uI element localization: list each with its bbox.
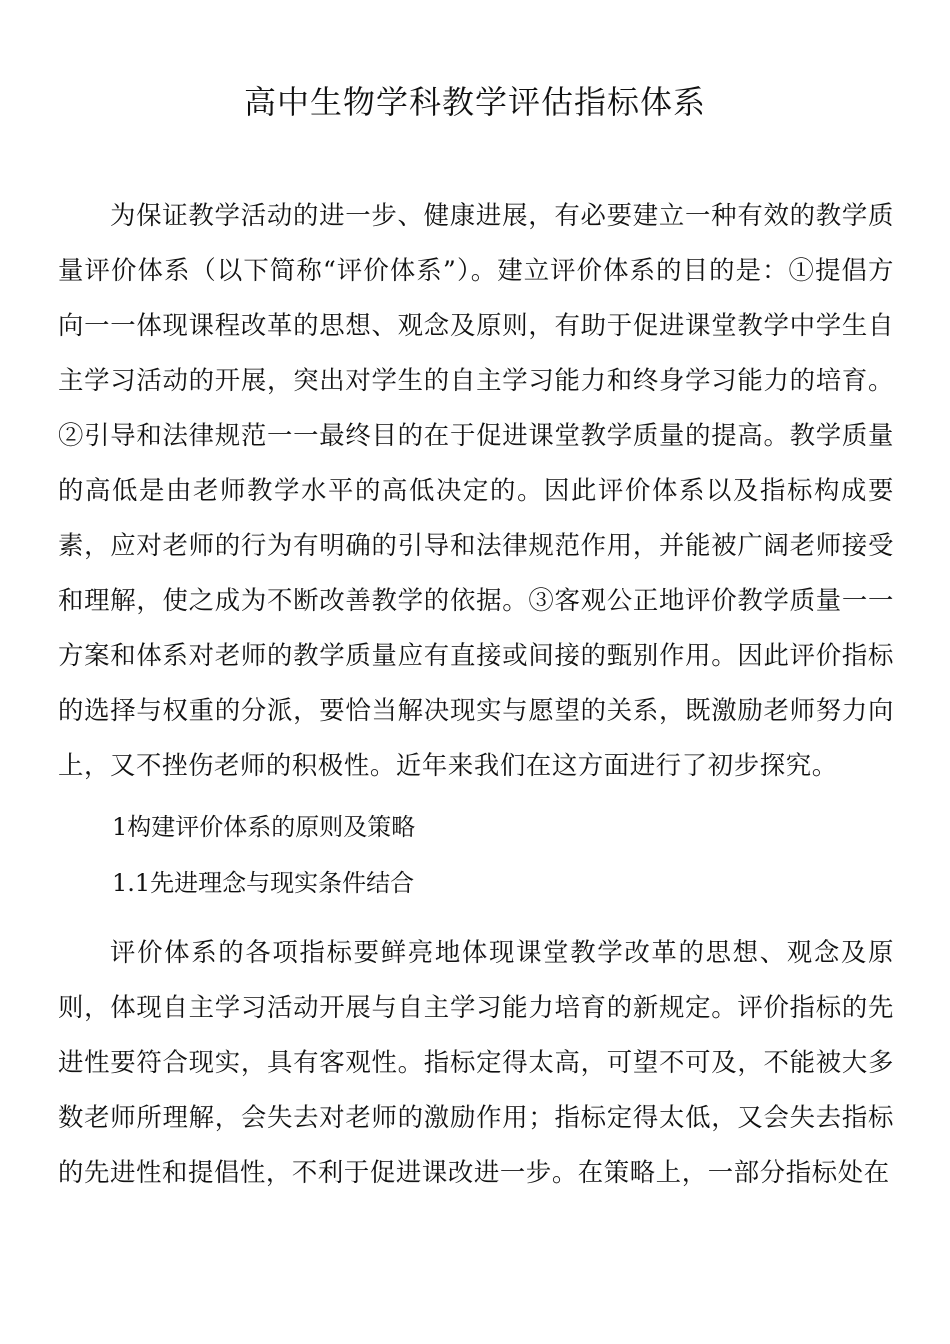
intro-paragraph: 为保证教学活动的进一步、健康进展，有必要建立一种有效的教学质量评价体系（以下简称“评价体系”）。建立评价体系的目的是：①提倡方向一一体现课程改革的思想、观念及原则，有助于促进课堂教学中学生自主学习活动的开展，突出对学生的自主学习能力和终身学习能力的培育。②引导和法律规范一一最终目的在于促进课堂教学质量的提高。教学质量的高低是由老师教学水平的高低决定的。因此评价体系以及指标构成要素，应对老师的行为有明确的引导和法律规范作用，并能被广阔老师接受和理解，使之成为不断改善教学的依据。③客观公正地评价教学质量一一方案和体系对老师的教学质量应有直接或间接的甄别作用。因此评价指标的选择与权重的分派，要恰当解决现实与愿望的关系，既激励老师努力向上，又不挫伤老师的积极性。近年来我们在这方面进行了初步探究。 — [58, 200, 894, 780]
document-title: 高中生物学科教学评估指标体系 — [243, 83, 706, 121]
body-paragraph: 评价体系的各项指标要鲜亮地体现课堂教学改革的思想、观念及原则，体现自主学习活动开展与自主学习能力培育的新规定。评价指标的先进性要符合现实，具有客观性。指标定得太高，可望不可及，不能被大多数老师所理解，会失去对老师的激励作用；指标定得太低，又会失去指标的先进性和提倡性，不利于促进课改进一步。在策略上，一部分指标处在 — [58, 937, 894, 1187]
section-heading: 1构建评价体系的原则及策略 — [112, 813, 416, 841]
subsection-heading: 1.1先进理念与现实条件结合 — [112, 869, 415, 897]
